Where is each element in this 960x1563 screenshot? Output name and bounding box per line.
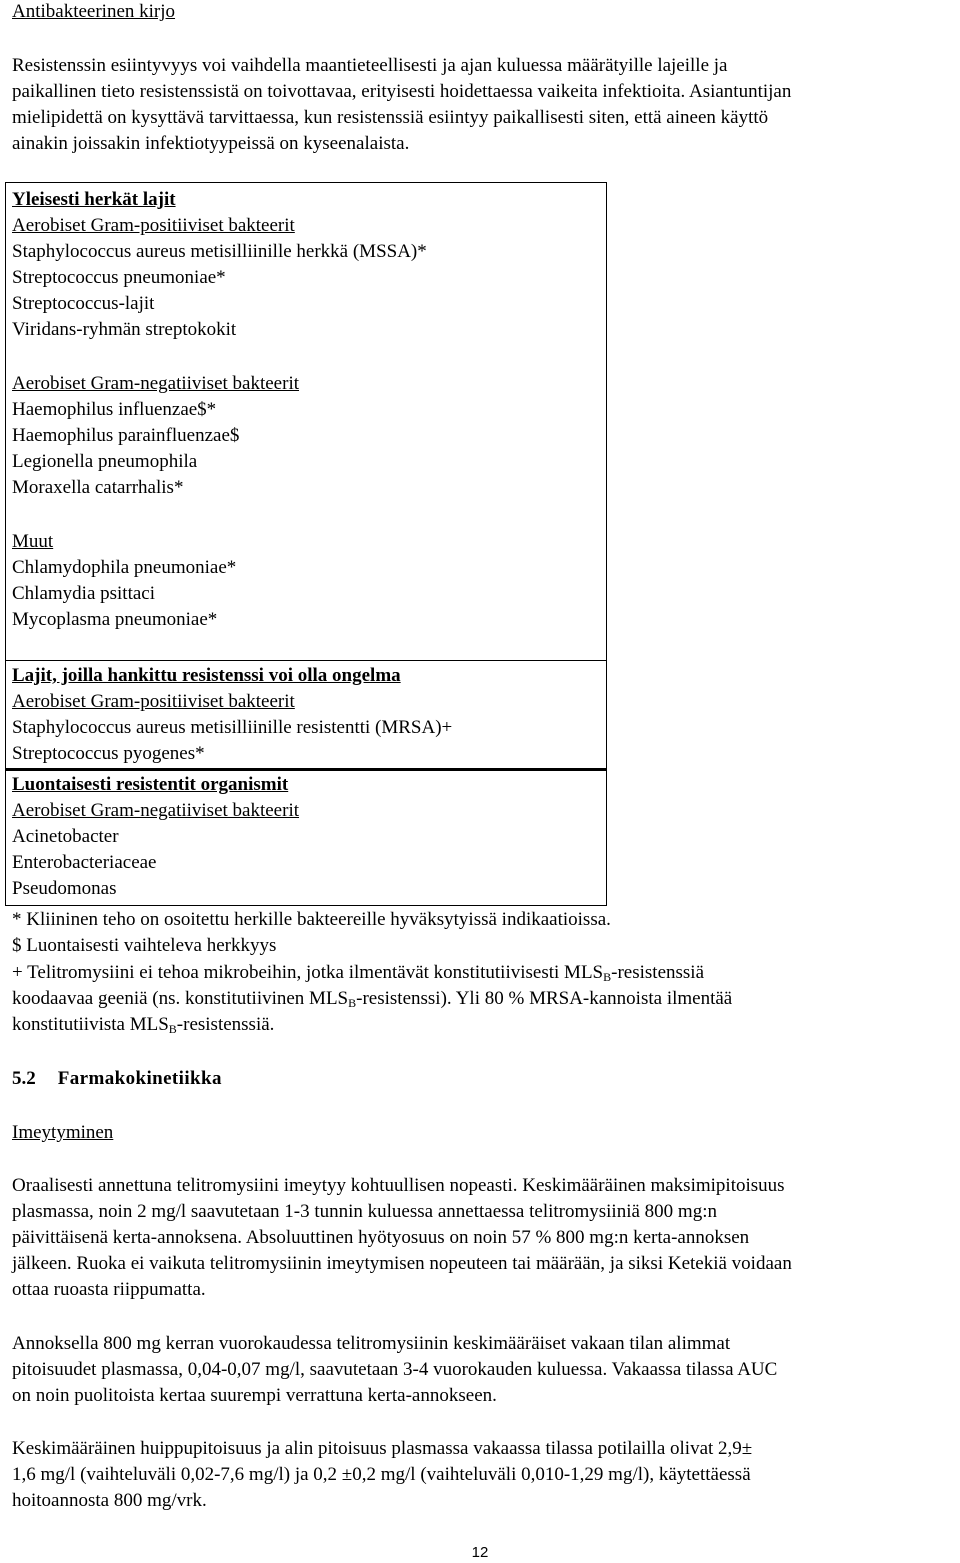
susceptible-heading: Yleisesti herkät lajit	[12, 189, 176, 210]
subscript: B	[168, 1022, 177, 1036]
footnote-text: -resistenssiä	[611, 962, 705, 983]
species-item: Chlamydophila pneumoniae*	[12, 557, 237, 578]
species-item: Enterobacteriaceae	[12, 852, 157, 873]
species-item: Streptococcus pyogenes*	[12, 743, 205, 764]
footnote-dollar: $ Luontaisesti vaihteleva herkkyys	[12, 935, 277, 956]
footnote-plus	[12, 988, 732, 1010]
section-title: Farmakokinetiikka	[57, 1068, 222, 1089]
paragraph-line: päivittäisenä kerta-annoksena. Absoluuttinen hyötyosuus on noin 57 % 800 mg:n kerta-annoksen	[12, 1227, 750, 1248]
paragraph-line: ottaa ruoasta riippumatta.	[12, 1279, 206, 1300]
footnote-text: -resistenssiä.	[176, 1014, 275, 1035]
footnote-plus	[12, 962, 704, 984]
paragraph-line: Oraalisesti annettuna telitromysiini imeytyy kohtuullisen nopeasti. Keskimääräinen maksimipitoisuus	[12, 1175, 785, 1196]
inherent-heading: Luontaisesti resistentit organismit	[12, 774, 289, 795]
species-item: Viridans-ryhmän streptokokit	[12, 319, 237, 340]
other-heading: Muut	[12, 531, 54, 552]
spectrum-table	[5, 182, 607, 906]
paragraph-line: 1,6 mg/l (vaihteluväli 0,02-7,6 mg/l) ja 0,2 ±0,2 mg/l (vaihteluväli 0,010-1,29 mg/l), käytettäessä	[12, 1464, 751, 1485]
species-item: Legionella pneumophila	[12, 451, 198, 472]
section-number: 5.2	[12, 1068, 36, 1089]
species-item: Moraxella catarrhalis*	[12, 477, 184, 498]
paragraph-line: on noin puolitoista kertaa suurempi verrattuna kerta-annokseen.	[12, 1385, 497, 1406]
species-item: Acinetobacter	[12, 826, 119, 847]
footnote-text: -resistenssi). Yli 80 % MRSA-kannoista ilmentää	[356, 988, 733, 1009]
species-item: Staphylococcus aureus metisilliinille herkkä (MSSA)*	[12, 241, 427, 262]
paragraph-line: plasmassa, noin 2 mg/l saavutetaan 1-3 tunnin kuluessa annettaessa telitromysiiniä 800 mg:n	[12, 1201, 717, 1222]
footnote-text: + Telitromysiini ei tehoa mikrobeihin, jotka ilmentävät konstitutiivisesti MLS	[12, 962, 604, 983]
subscript: B	[603, 970, 612, 984]
species-item: Haemophilus parainfluenzae$	[12, 425, 240, 446]
page-heading: Antibakteerinen kirjo	[12, 1, 176, 22]
footnote-plus	[12, 1014, 274, 1036]
intro-line: paikallinen tieto resistenssistä on toivottavaa, erityisesti hoidettaessa vaikeita infektioita. Asiantuntijan	[12, 81, 792, 102]
footnote-text: koodaavaa geeniä (ns. konstitutiivinen MLS	[12, 988, 349, 1009]
table-divider	[5, 660, 606, 661]
gram-positive-heading: Aerobiset Gram-positiiviset bakteerit	[12, 691, 295, 712]
species-item: Haemophilus influenzae$*	[12, 399, 217, 420]
gram-negative-heading: Aerobiset Gram-negatiiviset bakteerit	[12, 800, 300, 821]
species-item: Pseudomonas	[12, 878, 117, 899]
species-item: Mycoplasma pneumoniae*	[12, 609, 218, 630]
footnote-text: konstitutiivista MLS	[12, 1014, 169, 1035]
gram-negative-heading: Aerobiset Gram-negatiiviset bakteerit	[12, 373, 300, 394]
paragraph-line: Keskimääräinen huippupitoisuus ja alin pitoisuus plasmassa vakaassa tilassa potilailla olivat 2,9±	[12, 1438, 753, 1459]
paragraph-line: Annoksella 800 mg kerran vuorokaudessa telitromysiinin keskimääräiset vakaan tilan alimmat	[12, 1333, 731, 1354]
acquired-heading: Lajit, joilla hankittu resistenssi voi olla ongelma	[12, 665, 401, 686]
species-item: Chlamydia psittaci	[12, 583, 156, 604]
section-heading	[12, 1068, 222, 1090]
paragraph-line: hoitoannosta 800 mg/vrk.	[12, 1490, 207, 1511]
paragraph-line: jälkeen. Ruoka ei vaikuta telitromysiinin imeytymisen nopeuteen tai määrään, ja siksi Ketekiä voidaan	[12, 1253, 792, 1274]
page-number: 12	[471, 1544, 489, 1561]
species-item: Streptococcus pneumoniae*	[12, 267, 226, 288]
intro-line: ainakin joissakin infektiotyypeissä on kyseenalaista.	[12, 133, 410, 154]
subscript: B	[348, 996, 357, 1010]
footnote-star: * Kliininen teho on osoitettu herkille bakteereille hyväksytyissä indikaatioissa.	[12, 909, 611, 930]
intro-line: Resistenssin esiintyvyys voi vaihdella maantieteellisesti ja ajan kuluessa määrätyille lajeille ja	[12, 55, 728, 76]
intro-line: mielipidettä on kysyttävä tarvittaessa, kun resistenssiä esiintyy paikallisesti siten, että aineen käyttö	[12, 107, 769, 128]
paragraph-line: pitoisuudet plasmassa, 0,04-0,07 mg/l, saavutetaan 3-4 vuorokauden kuluessa. Vakaassa tilassa AUC	[12, 1359, 778, 1380]
subsection-heading: Imeytyminen	[12, 1122, 114, 1143]
table-divider	[5, 768, 606, 771]
gram-positive-heading: Aerobiset Gram-positiiviset bakteerit	[12, 215, 295, 236]
species-item: Streptococcus-lajit	[12, 293, 155, 314]
species-item: Staphylococcus aureus metisilliinille resistentti (MRSA)+	[12, 717, 453, 738]
